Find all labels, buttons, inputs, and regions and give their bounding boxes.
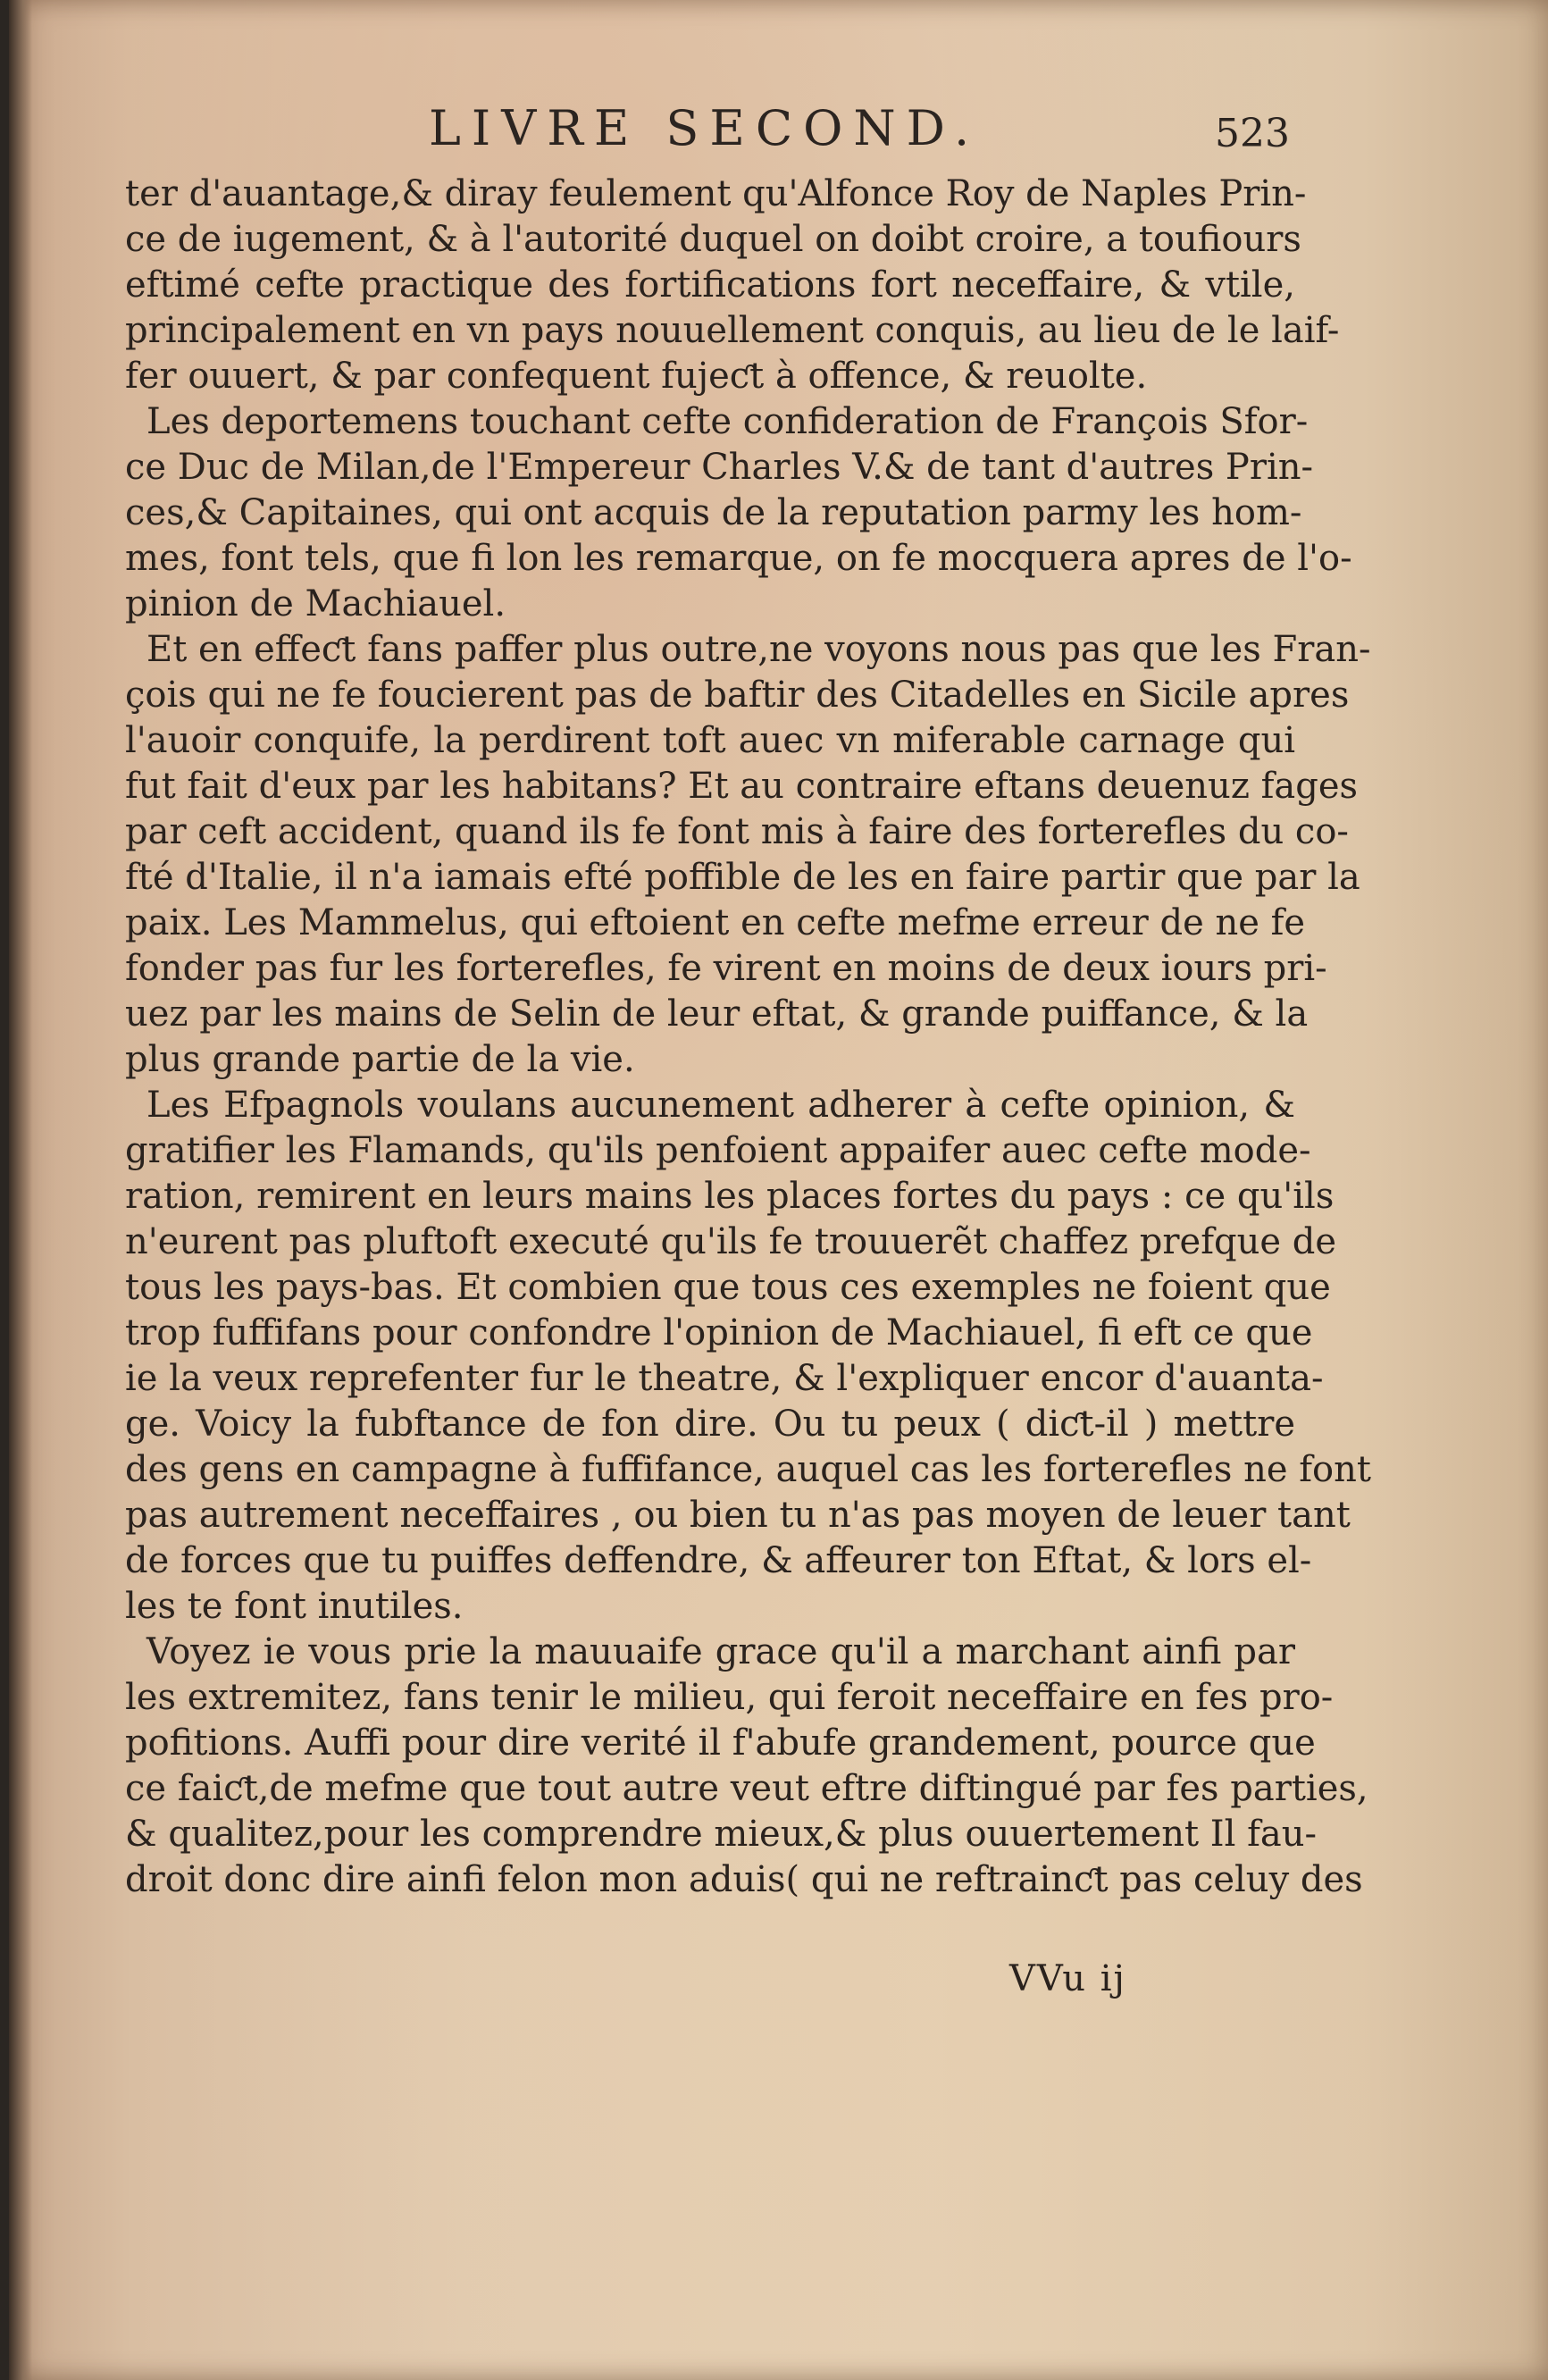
- text-line: pas autrement neceffaires , ou bien tu n'as pas moyen de leuer tant: [125, 1495, 1351, 1536]
- text-line: ce faiƈt,de mefme que tout autre veut eftre diftingué par fes parties,: [125, 1768, 1368, 1809]
- text-line: uez par les mains de Selin de leur eftat, & grande puiffance, & la: [125, 993, 1309, 1035]
- text-line: çois qui ne fe foucierent pas de baftir des Citadelles en Sicile apres: [125, 675, 1350, 716]
- text-line: Les deportemens touchant cefte confideration de François Sfor-: [146, 401, 1309, 442]
- text-line: droit donc dire ainfi felon mon aduis( qui ne reftrainƈt pas celuy des: [125, 1859, 1363, 1900]
- text-line: fer ouuert, & par confequent fujeƈt à offence, & reuolte.: [125, 356, 1148, 397]
- text-line: & qualitez,pour les comprendre mieux,& plus ouuertement Il fau-: [125, 1814, 1318, 1855]
- text-line: pofitions. Auffi pour dire verité il f'abufe grandement, pource que: [125, 1722, 1316, 1764]
- signature-mark: VVu ij: [1009, 1958, 1126, 1999]
- text-line: ie la veux reprefenter fur le theatre, & l'expliquer encor d'auanta-: [125, 1358, 1324, 1399]
- text-line: de forces que tu puiffes deffendre, & affeurer ton Eftat, & lors el-: [125, 1540, 1312, 1581]
- page-number: 523: [1215, 111, 1290, 156]
- text-line: ge. Voicy la fubftance de fon dire. Ou tu peux ( diƈt-il ) mettre: [125, 1404, 1295, 1445]
- text-line: les te font inutiles.: [125, 1586, 464, 1627]
- text-line: tous les pays-bas. Et combien que tous ces exemples ne foient que: [125, 1267, 1331, 1308]
- text-line: ces,& Capitaines, qui ont acquis de la reputation parmy les hom-: [125, 492, 1302, 533]
- text-line: fut fait d'eux par les habitans? Et au contraire eftans deuenuz fages: [125, 766, 1359, 807]
- text-line: ration, remirent en leurs mains les places fortes du pays : ce qu'ils: [125, 1176, 1335, 1217]
- running-head: [9, 100, 1548, 172]
- text-line: mes, font tels, que fi lon les remarque, on fe mocquera apres de l'o-: [125, 538, 1352, 579]
- text-line: les extremitez, fans tenir le milieu, qui feroit neceffaire en fes pro-: [125, 1677, 1334, 1718]
- running-title: LIVRE SECOND.: [429, 100, 981, 156]
- text-line: plus grande partie de la vie.: [125, 1039, 635, 1080]
- text-line: Et en effeƈt fans paffer plus outre,ne voyons nous pas que les Fran-: [146, 629, 1371, 670]
- body-text: [125, 172, 1371, 1903]
- text-line: fté d'Italie, il n'a iamais efté poffible de les en faire partir que par la: [125, 857, 1360, 898]
- text-line: Les Efpagnols voulans aucunement adherer à cefte opinion, &: [146, 1085, 1295, 1126]
- text-line: ce Duc de Milan,de l'Empereur Charles V.& de tant d'autres Prin-: [125, 447, 1314, 488]
- text-line: ce de iugement, & à l'autorité duquel on doibt croire, a toufiours: [125, 219, 1301, 260]
- text-line: l'auoir conquife, la perdirent toft auec vn miferable carnage qui: [125, 720, 1295, 761]
- text-line: principalement en vn pays nouuellement conquis, au lieu de le laif-: [125, 310, 1340, 351]
- text-line: paix. Les Mammelus, qui eftoient en cefte mefme erreur de ne fe: [125, 902, 1306, 943]
- text-line: trop fuffifans pour confondre l'opinion de Machiauel, fi eft ce que: [125, 1312, 1313, 1353]
- text-line: ter d'auantage,& diray feulement qu'Alfonce Roy de Naples Prin-: [125, 173, 1307, 214]
- text-line: des gens en campagne à fuffifance, auquel cas les forterefles ne font: [125, 1449, 1371, 1490]
- text-line: par ceft accident, quand ils fe font mis à faire des forterefles du co-: [125, 811, 1349, 852]
- text-line: eftimé cefte practique des fortifications fort neceffaire, & vtile,: [125, 264, 1295, 306]
- text-line: Voyez ie vous prie la mauuaife grace qu'il a marchant ainfi par: [146, 1631, 1295, 1672]
- text-line: fonder pas fur les forterefles, fe virent en moins de deux iours pri-: [125, 948, 1327, 989]
- text-line: pinion de Machiauel.: [125, 583, 506, 624]
- text-line: n'eurent pas pluftoft executé qu'ils fe trouuerẽt chaffez prefque de: [125, 1221, 1337, 1262]
- text-line: gratifier les Flamands, qu'ils penfoient appaifer auec cefte mode-: [125, 1130, 1311, 1171]
- book-page: [9, 0, 1548, 2380]
